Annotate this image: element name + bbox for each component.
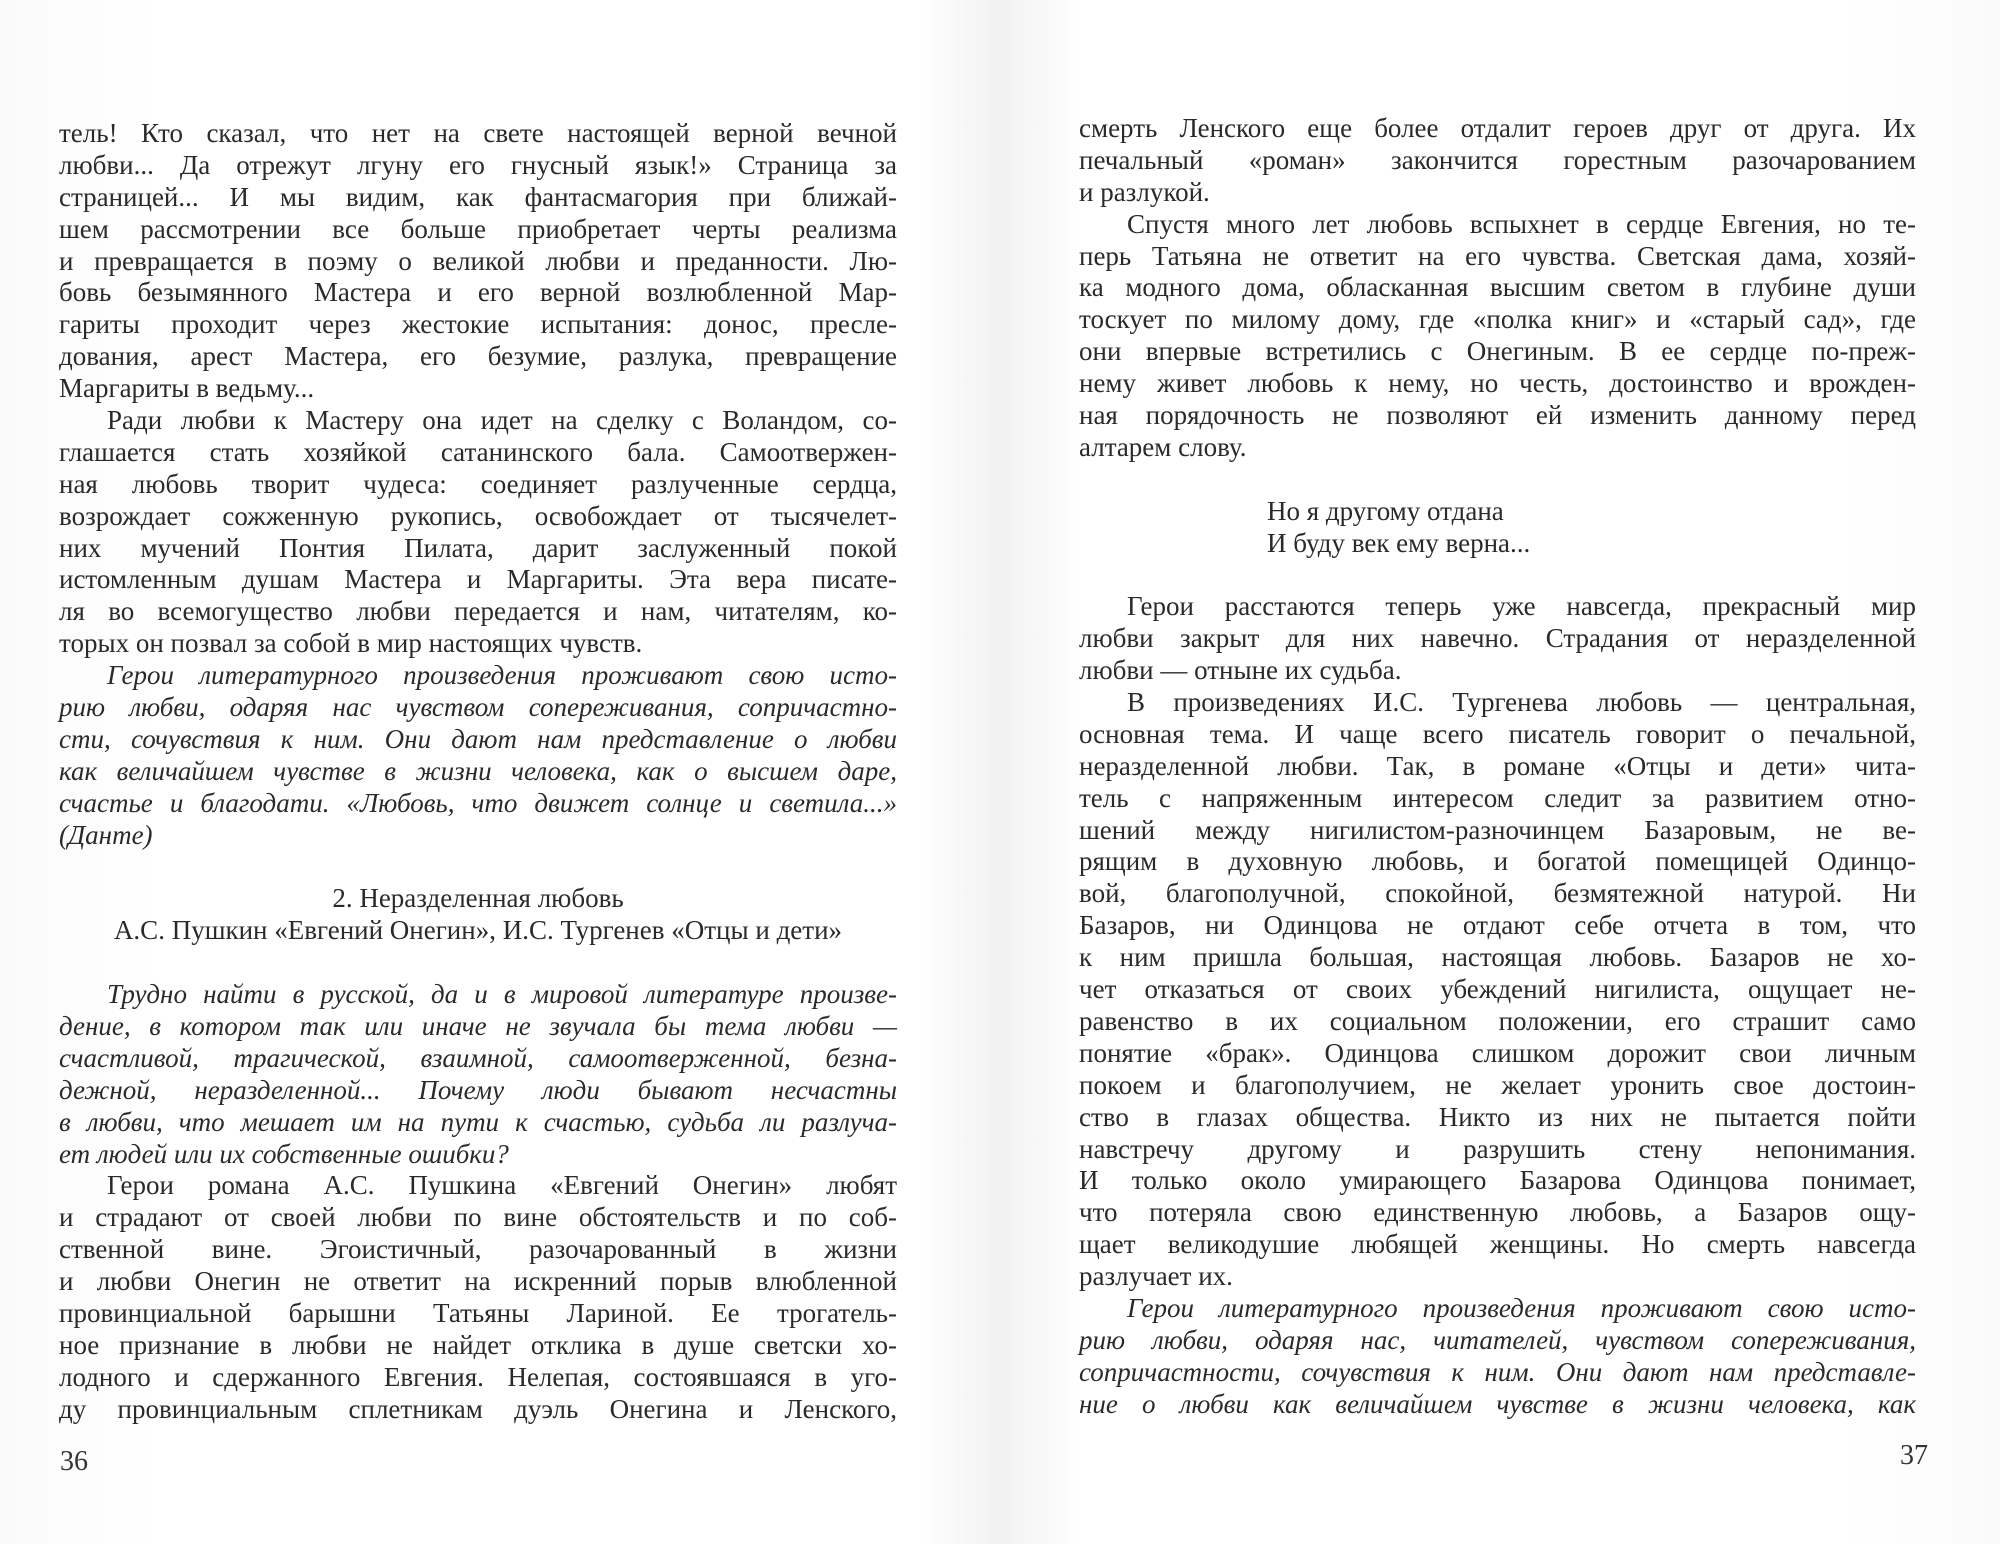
text-line <box>59 1107 897 1139</box>
text-line-content: и страдают от своей любви по вине обстоятельств и по соб- <box>59 1202 897 1233</box>
text-line-content: Ради любви к Мастеру она идет на сделку с Воландом, со- <box>107 405 897 436</box>
text-line <box>1079 432 1916 464</box>
text-line-content: А.С. Пушкин «Евгений Онегин», И.С. Тургенев «Отцы и дети» <box>113 915 843 946</box>
text-line-content: разлучает их. <box>1079 1261 1233 1292</box>
blank-line <box>1079 559 1916 591</box>
text-line-content: страницей... И мы видим, как фантасмагория при ближай- <box>59 181 897 212</box>
text-line <box>59 724 897 756</box>
text-line <box>1079 974 1916 1006</box>
blank-line <box>1079 464 1916 496</box>
text-line-content: ля во всемогущество любви передается и нам, читателям, ко- <box>59 596 897 627</box>
paragraph <box>1079 687 1916 1293</box>
text-line-content: тоскует по милому дому, где «полка книг» и «старый сад», где <box>1079 304 1916 335</box>
text-line <box>1079 1006 1916 1038</box>
text-line-content: И буду век ему верна... <box>1267 527 1531 558</box>
text-line-content: истомленным душам Мастера и Маргариты. Эта вера писате- <box>59 564 897 595</box>
text-line-content: Базаров, ни Одинцова не отдают себе отчета в том, что <box>1079 910 1916 941</box>
text-line <box>59 469 897 501</box>
paragraph <box>1079 591 1916 687</box>
text-line <box>59 1170 897 1202</box>
text-line <box>1079 1102 1916 1134</box>
text-line-content: ная порядочность не позволяют ей изменить данному перед <box>1079 400 1916 431</box>
text-line <box>59 1394 897 1426</box>
text-line <box>59 501 897 533</box>
text-line <box>59 1139 897 1171</box>
page-text <box>1079 113 1916 1421</box>
text-line-content: дования, арест Мастера, его безумие, разлука, превращение <box>59 341 897 372</box>
text-line <box>59 596 897 628</box>
paragraph <box>1079 209 1916 464</box>
text-line-content: сопричастности, сочувствия к ним. Они дают нам представле- <box>1079 1356 1916 1387</box>
text-line <box>59 214 897 246</box>
text-line <box>59 182 897 214</box>
text-line <box>1079 910 1916 942</box>
text-line-content: рию любви, одаряя нас чувством сопереживания, сопричастно- <box>59 692 897 723</box>
paragraph <box>59 1170 897 1425</box>
text-line-content: И только около умирающего Базарова Одинцова понимает, <box>1079 1165 1916 1196</box>
text-line <box>59 1043 897 1075</box>
text-line-content: любви — отныне их судьба. <box>1079 655 1402 686</box>
text-line <box>1079 751 1916 783</box>
text-line-content: Герои романа А.С. Пушкина «Евгений Онегин» любят <box>107 1170 897 1201</box>
text-line <box>59 309 897 341</box>
text-line-content: ное признание в любви не найдет отклика в душе светски хо- <box>59 1329 897 1360</box>
text-line-content: 2. Неразделенная любовь <box>332 883 624 914</box>
text-line <box>1079 1134 1916 1166</box>
text-line-content: торых он позвал за собой в мир настоящих чувств. <box>59 628 643 659</box>
text-line-content: к ним пришла большая, настоящая любовь. Базаров не хо- <box>1079 942 1916 973</box>
text-line <box>1079 1293 1916 1325</box>
text-line-content: щает великодушие любящей женщины. Но смерть навсегда <box>1079 1229 1916 1260</box>
text-line-content: покоем и благополучием, не желает уронить свое достоин- <box>1079 1069 1916 1100</box>
text-line-content: алтарем слову. <box>1079 431 1247 462</box>
text-line <box>1079 177 1916 209</box>
text-line <box>59 1075 897 1107</box>
text-line-content: нему живет любовь к нему, но честь, достоинство и врожден- <box>1079 368 1916 399</box>
text-line-content: равенство в их социальном положении, его страшит само <box>1079 1005 1916 1036</box>
text-line-content: ет людей или их собственные ошибки? <box>59 1138 509 1169</box>
text-line <box>59 1202 897 1234</box>
italic-paragraph <box>1079 1293 1916 1421</box>
text-line-content: них мучений Понтия Пилата, дарит заслуженный покой <box>59 532 897 563</box>
text-line <box>1079 1038 1916 1070</box>
text-line <box>1079 145 1916 177</box>
text-line <box>1079 655 1916 687</box>
text-line-content: ная любовь творит чудеса: соединяет разлученные сердца, <box>59 468 897 499</box>
text-line <box>59 564 897 596</box>
text-line <box>59 788 897 820</box>
text-line-content: ственной вине. Эгоистичный, разочарованный в жизни <box>59 1234 897 1265</box>
text-line-content: ка модного дома, обласканная высшим светом в глубине души <box>1079 272 1916 303</box>
text-line <box>59 437 897 469</box>
text-line <box>59 277 897 309</box>
text-line-content: рящим в духовную любовь, и богатой помещицей Одинцо- <box>1079 846 1916 877</box>
text-line-content: ние о любви как величайшем чувстве в жизни человека, как <box>1079 1388 1916 1419</box>
text-line-content: смерть Ленского еще более отдалит героев друг от друга. Их <box>1079 113 1916 143</box>
text-line-content: (Данте) <box>59 819 153 850</box>
text-line <box>59 118 897 150</box>
text-line <box>1079 1070 1916 1102</box>
text-line <box>59 405 897 437</box>
text-line-content: Трудно найти в русской, да и в мировой литературе произве- <box>107 979 897 1010</box>
page-right <box>1000 0 2000 1544</box>
poem-quote <box>1079 496 1916 560</box>
text-line-content: чет отказаться от своих убеждений нигилиста, ощущает не- <box>1079 974 1916 1005</box>
text-line-content: неразделенной любви. Так, в романе «Отцы и дети» чита- <box>1079 750 1916 781</box>
text-line-content: глашается стать хозяйкой сатанинского бала. Самоотвержен- <box>59 436 897 467</box>
text-line-content: что потеряла свою единственную любовь, а Базаров ощу- <box>1079 1197 1916 1228</box>
text-line <box>1079 304 1916 336</box>
text-line <box>59 820 897 852</box>
blank-line <box>59 851 897 883</box>
text-line-content: возрождает сожженную рукопись, освобождает от тысячелет- <box>59 500 897 531</box>
text-line <box>1079 113 1916 145</box>
text-line <box>1079 528 1916 560</box>
text-line-content: сти, сочувствия к ним. Они дают нам представление о любви <box>59 723 897 754</box>
text-line <box>1079 942 1916 974</box>
text-line <box>59 628 897 660</box>
text-line <box>1079 272 1916 304</box>
text-line <box>1079 1325 1916 1357</box>
page-number: 37 <box>1900 1440 1928 1471</box>
text-line-content: счастливой, трагической, взаимной, самоотверженной, безна- <box>59 1042 897 1073</box>
text-line <box>1079 1197 1916 1229</box>
text-line <box>59 1266 897 1298</box>
paragraph <box>59 405 897 660</box>
text-line <box>59 1330 897 1362</box>
text-line-content: гариты проходит через жестокие испытания: донос, пресле- <box>59 309 897 340</box>
text-line <box>59 660 897 692</box>
text-line-content: бовь безымянного Мастера и его верной возлюбленной Мар- <box>59 277 897 308</box>
text-line <box>59 533 897 565</box>
text-line-content: дежной, неразделенной... Почему люди бывают несчастны <box>59 1074 897 1105</box>
text-line <box>59 979 897 1011</box>
text-line-content: печальный «роман» закончится горестным разочарованием <box>1079 144 1916 175</box>
italic-paragraph <box>59 660 897 851</box>
text-line-content: шений между нигилистом-разночинцем Базаровым, не ве- <box>1079 814 1916 845</box>
section-heading <box>59 883 897 947</box>
text-line <box>59 150 897 182</box>
text-line <box>1079 368 1916 400</box>
text-line <box>1079 719 1916 751</box>
text-line-content: любви... Да отрежут лгуну его гнусный язык!» Страница за <box>59 149 897 180</box>
blank-line <box>59 947 897 979</box>
italic-paragraph <box>59 979 897 1170</box>
text-line-content: понятие «брак». Одинцова слишком дорожит свои личным <box>1079 1037 1916 1068</box>
page-text <box>59 118 897 1426</box>
text-line <box>59 692 897 724</box>
text-line <box>1079 1261 1916 1293</box>
text-line <box>59 756 897 788</box>
text-line <box>1079 241 1916 273</box>
text-line-content: Но я другому отдана <box>1267 495 1504 526</box>
text-line-content: счастье и благодати. «Любовь, что движет солнце и светила...» <box>59 787 897 818</box>
text-line <box>1079 400 1916 432</box>
text-line-content: тель! Кто сказал, что нет на свете настоящей верной вечной <box>59 118 897 148</box>
text-line-content: Герои расстаются теперь уже навсегда, прекрасный мир <box>1127 591 1916 622</box>
text-line <box>1079 209 1916 241</box>
text-line <box>1079 1165 1916 1197</box>
text-line-content: Спустя много лет любовь вспыхнет в сердце Евгения, но те- <box>1127 208 1916 239</box>
text-line <box>1079 591 1916 623</box>
text-line <box>59 1362 897 1394</box>
text-line <box>1079 336 1916 368</box>
text-line-content: шем рассмотрении все больше приобретает черты реализма <box>59 213 897 244</box>
text-line-content: в любви, что мешает им на пути к счастью, судьба ли разлуча- <box>59 1106 897 1137</box>
text-line <box>59 1298 897 1330</box>
text-line-content: и превращается в поэму о великой любви и преданности. Лю- <box>59 245 897 276</box>
text-line <box>1079 1229 1916 1261</box>
text-line-content: вой, благополучной, спокойной, безмятежной натурой. Ни <box>1079 878 1916 909</box>
text-line <box>1079 1357 1916 1389</box>
text-line-content: тель с напряженным интересом следит за развитием отно- <box>1079 782 1916 813</box>
text-line <box>1079 783 1916 815</box>
text-line <box>1079 1389 1916 1421</box>
text-line-content: любви закрыт для них навечно. Страдания от неразделенной <box>1079 623 1916 654</box>
page-number: 36 <box>60 1446 88 1477</box>
text-line-content: и любви Онегин не ответит на искренний порыв влюбленной <box>59 1266 897 1297</box>
text-line-content: лодного и сдержанного Евгения. Нелепая, состоявшаяся в уго- <box>59 1361 897 1392</box>
text-line <box>59 883 897 915</box>
text-line-content: дение, в котором так или иначе не звучала бы тема любви — <box>59 1010 897 1041</box>
text-line-content: Герои литературного произведения проживают свою исто- <box>107 660 897 691</box>
text-line <box>59 246 897 278</box>
text-line-content: провинциальной барышни Татьяны Лариной. Ее трогатель- <box>59 1297 897 1328</box>
paragraph <box>1079 113 1916 209</box>
text-line <box>59 1234 897 1266</box>
text-line-content: и разлукой. <box>1079 176 1210 207</box>
text-line-content: как величайшем чувстве в жизни человека, как о высшем даре, <box>59 755 897 786</box>
text-line <box>1079 846 1916 878</box>
text-line-content: рию любви, одаряя нас, читателей, чувством сопереживания, <box>1079 1324 1916 1355</box>
text-line <box>59 373 897 405</box>
text-line <box>1079 623 1916 655</box>
text-line <box>59 1011 897 1043</box>
text-line <box>1079 878 1916 910</box>
text-line-content: ство в глазах общества. Никто из них не пытается пойти <box>1079 1101 1916 1132</box>
text-line-content: Герои литературного произведения проживают свою исто- <box>1127 1292 1916 1323</box>
text-line-content: В произведениях И.С. Тургенева любовь — центральная, <box>1127 687 1916 718</box>
text-line-content: навстречу другому и разрушить стену непонимания. <box>1079 1133 1916 1164</box>
text-line <box>1079 496 1916 528</box>
text-line-content: Маргариты в ведьму... <box>59 373 315 404</box>
text-line-content: основная тема. И чаще всего писатель говорит о печальной, <box>1079 718 1916 749</box>
text-line-content: они впервые встретились с Онегиным. В ее сердце по-преж- <box>1079 336 1916 367</box>
text-line <box>59 341 897 373</box>
paragraph <box>59 118 897 405</box>
text-line <box>59 915 897 947</box>
text-line <box>1079 687 1916 719</box>
text-line-content: ду провинциальным сплетникам дуэль Онегина и Ленского, <box>59 1393 897 1424</box>
text-line <box>1079 815 1916 847</box>
text-line-content: перь Татьяна не ответит на его чувства. Светская дама, хозяй- <box>1079 240 1916 271</box>
